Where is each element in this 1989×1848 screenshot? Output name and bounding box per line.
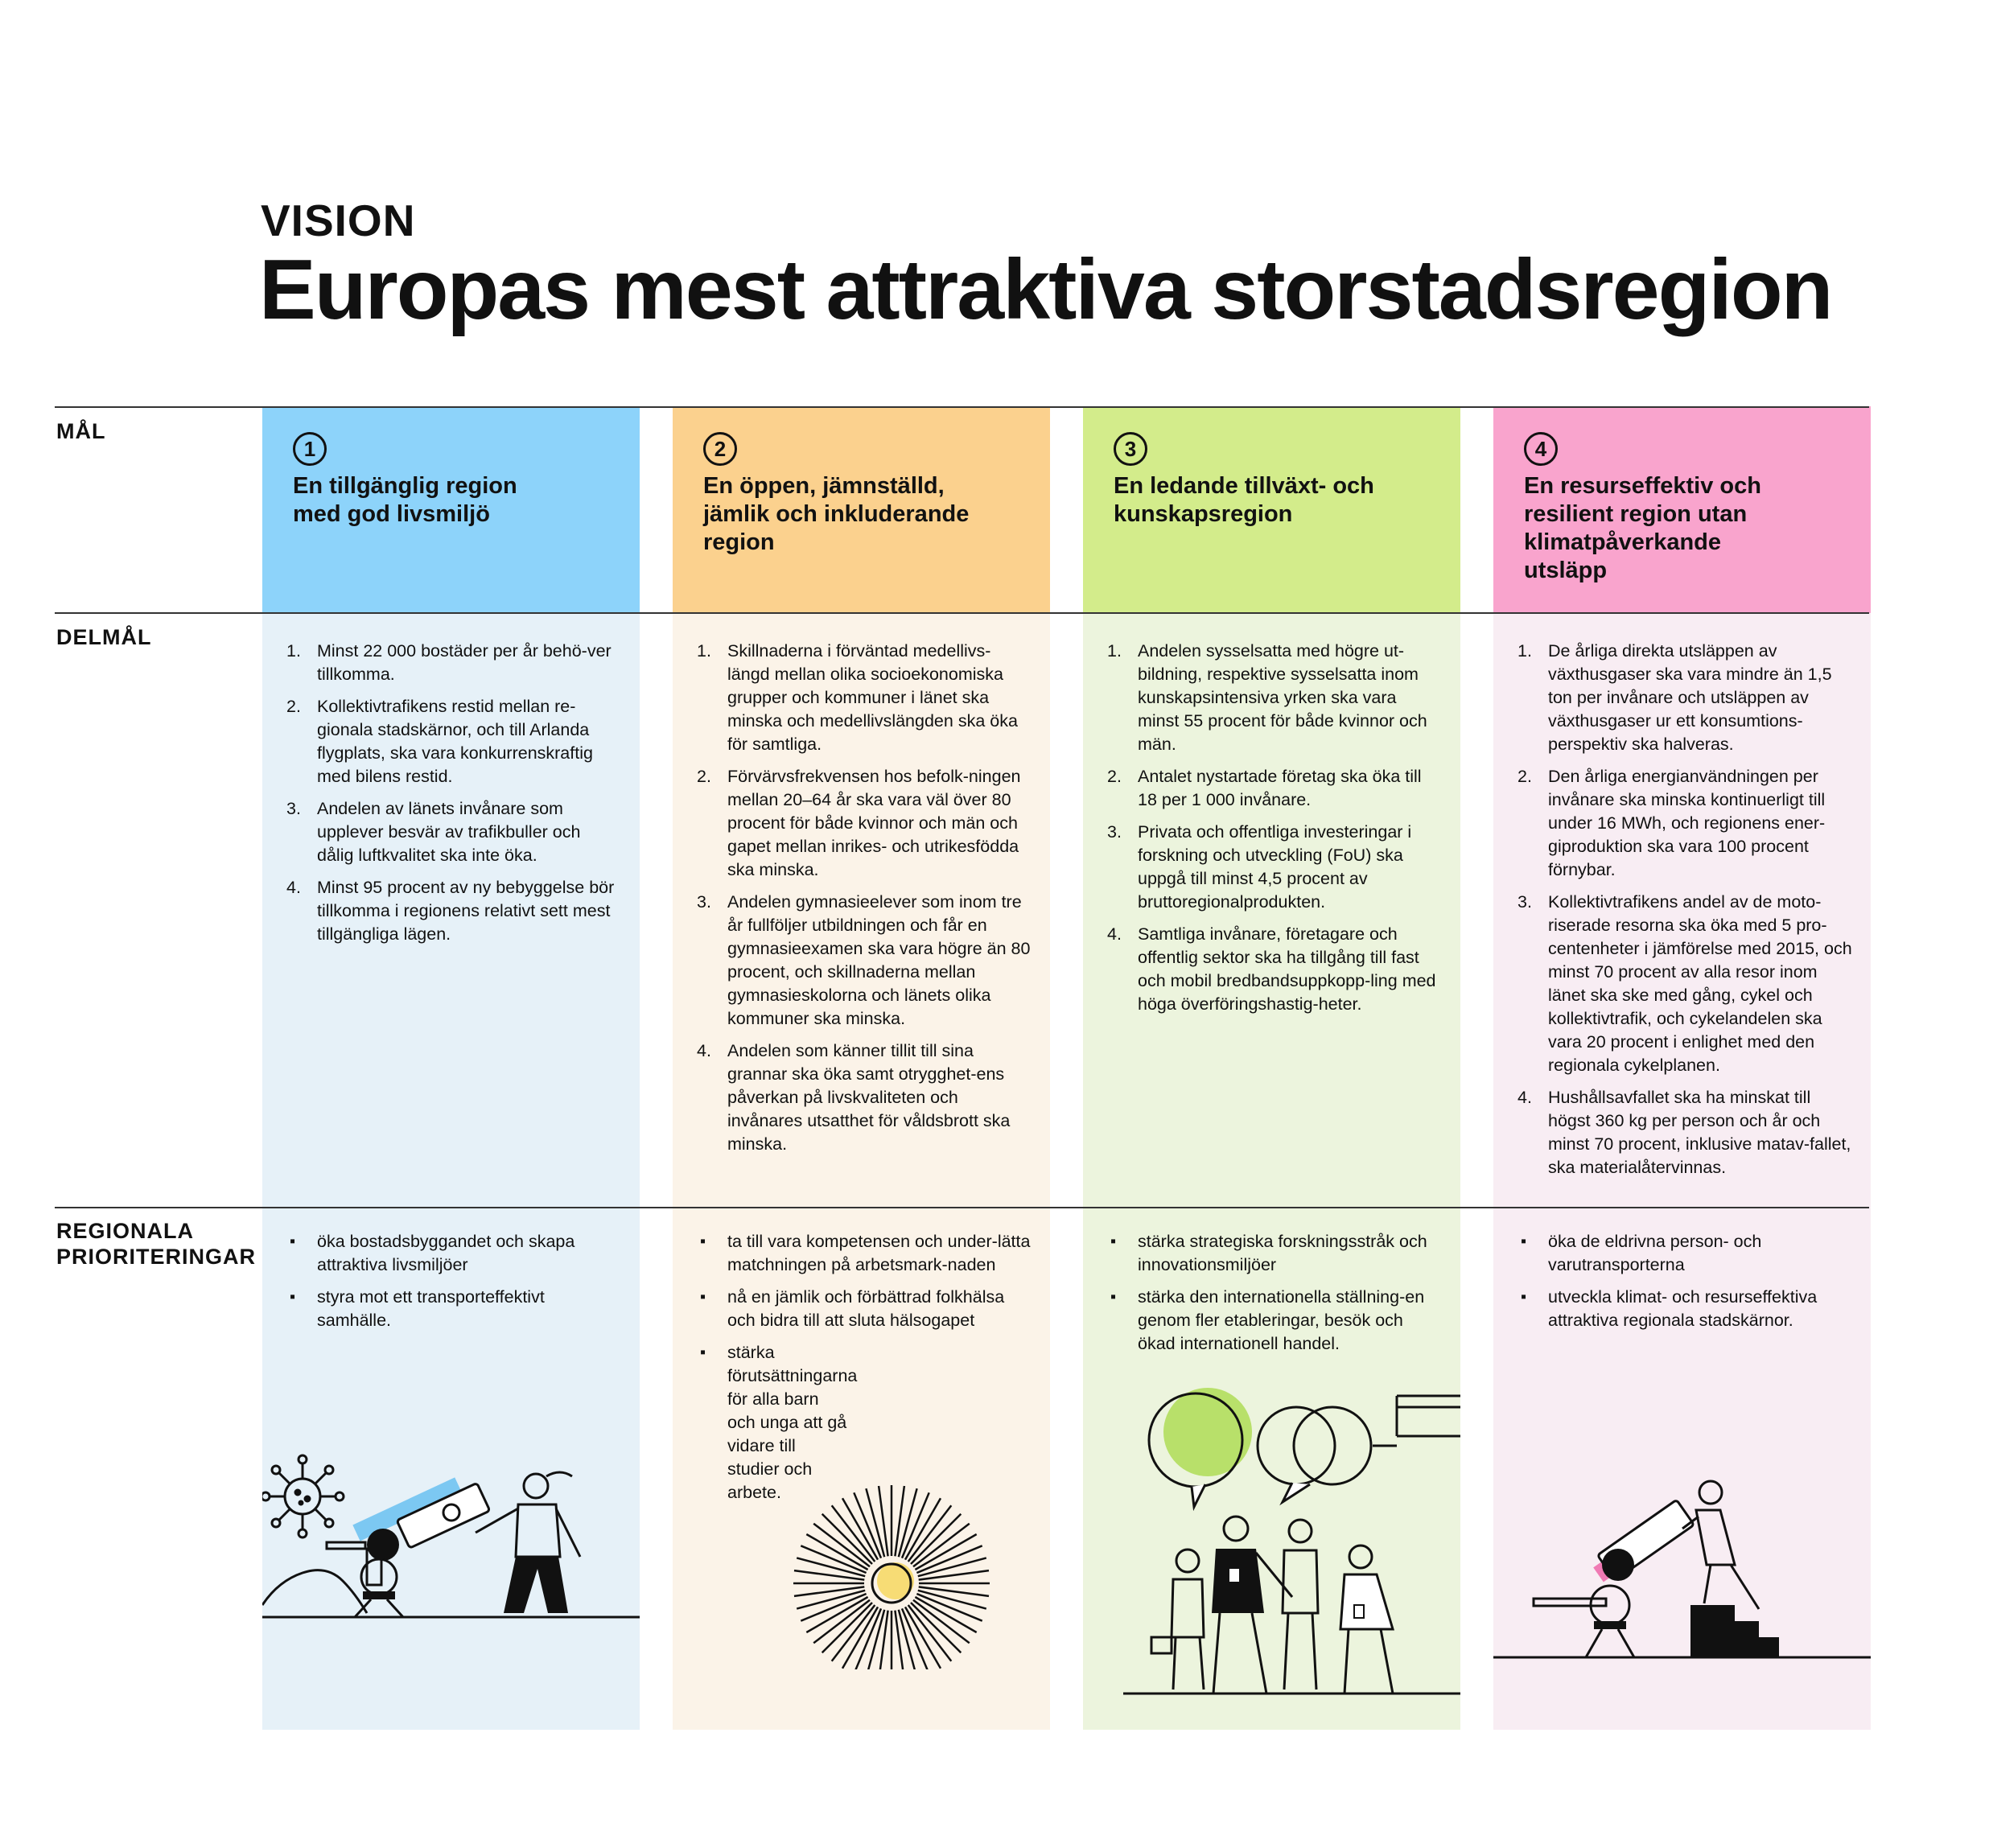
goal-number: 2 — [703, 432, 737, 466]
column-goal-1 — [262, 406, 640, 1730]
list-item: Andelen av länets invånare som upplever besvär av trafikbuller och dålig luftkvalitet ska inte öka. — [317, 799, 581, 865]
list-item: Privata och offentliga investeringar i forskning och utveckling (FoU) ska uppgå till minst 4,5 procent av bruttoregionalprodukten. — [1138, 822, 1412, 912]
sun-ray — [794, 1570, 864, 1580]
list-item: ▪ stärka strategiska forskningsstråk och innovationsmiljöer — [1138, 1230, 1442, 1277]
list-item: Antalet nystartade företag ska öka till 18 per 1 000 invånare. — [1138, 767, 1422, 809]
sun-ray — [919, 1587, 989, 1596]
list-item: Kollektivtrafikens andel av de moto-riserade resorna ska öka med 5 pro-centenheter i jämförelse med 2015, och minst 70 procent av alla resor inom länet ska ske med gång, cykel och kollektivtrafik, och cykelandelen ska vara 20 procent i enlighet med den regionala cykelplanen. — [1548, 892, 1852, 1075]
sun-ray — [911, 1514, 961, 1564]
row-label-delmal: DELMÅL — [56, 625, 152, 649]
telescope-person-virus-icon — [262, 1452, 640, 1718]
list-item: Skillnaderna i förväntad medellivs-längd mellan olika socioekonomiska grupper och kommuner i länet ska minska och medellivslängden ska öka för samtliga. — [727, 641, 1018, 754]
goal-header — [1083, 406, 1460, 613]
goal-header — [262, 406, 640, 613]
delmal-list — [673, 640, 1032, 1165]
list-item: ▪ ta till vara kompetensen och under-lätta matchningen på arbetsmark-naden — [727, 1230, 1032, 1277]
sun-ray — [822, 1514, 872, 1564]
divider — [55, 1207, 1869, 1208]
list-item: Den årliga energianvändningen per invånare ska minska kontinuerligt till under 16 MWh, och regionens ener-giproduktion ska vara 100 procent förnybar. — [1548, 767, 1826, 879]
goal-number: 3 — [1114, 432, 1147, 466]
list-item: ▪ stärka förutsättningarna för alla barn och unga att gå vidare till studier och arbete. — [727, 1341, 848, 1504]
list-item: ▪ styra mot ett transporteffektivt samhälle. — [317, 1286, 621, 1332]
priority-list — [262, 1230, 621, 1341]
goal-title: En öppen, jämnställd, jämlik och inkluderande region — [703, 473, 970, 555]
list-item: Kollektivtrafikens restid mellan re-gionala stadskärnor, och till Arlanda flygplats, ska vara konkurrenskraftig med bilens restid. — [317, 697, 593, 786]
list-item: De årliga direkta utsläppen av växthusgaser ska vara mindre än 1,5 ton per invånare och utsläppen av växthusgaser ur ett konsumtions-perspektiv ska halveras. — [1548, 641, 1832, 754]
list-item: ▪ utveckla klimat- och resurseffektiva attraktiva regionala stadskärnor. — [1548, 1286, 1852, 1332]
list-item: Samtliga invånare, företagare och offentlig sektor ska ha tillgång till fast och mobil bredbandsuppkopp-ling med höga överföringshastig-heter. — [1138, 924, 1436, 1014]
goal-number: 1 — [293, 432, 327, 466]
list-item: Förvärvsfrekvensen hos befolk-ningen mellan 20–64 år ska vara väl över 80 procent för både kvinnor och män och gapet mellan inrikes- och utrikesfödda ska minska. — [727, 767, 1021, 879]
delmal-list — [1493, 640, 1852, 1188]
priority-list — [1083, 1230, 1442, 1364]
list-item: ▪ öka de eldrivna person- och varutransporterna — [1548, 1230, 1852, 1277]
divider — [55, 612, 1869, 614]
list-item: Minst 95 procent av ny bebyggelse bör tillkomma i regionens relativt sett mest tillgängliga lägen. — [317, 878, 615, 944]
list-item: Andelen sysselsatta med högre ut-bildning, respektive sysselsatta inom kunskapsintensiva yrken ska vara minst 55 procent för både kvinnor och män. — [1138, 641, 1427, 754]
row-label-prioriteringar: REGIONALA PRIORITERINGAR — [56, 1219, 257, 1269]
list-item: Minst 22 000 bostäder per år behö-ver tillkomma. — [317, 641, 612, 684]
list-item: ▪ stärka den internationella ställning-en genom fler etableringar, besök och ökad internationell handel. — [1138, 1286, 1442, 1356]
sun-ray — [911, 1603, 961, 1652]
goal-number: 4 — [1524, 432, 1558, 466]
goal-title: En tillgänglig region med god livsmiljö — [293, 473, 517, 527]
sun-ray — [879, 1486, 888, 1556]
sun-ray — [919, 1570, 989, 1580]
sun-ray — [794, 1587, 864, 1596]
column-goal-2 — [673, 406, 1050, 1730]
goal-header — [1493, 406, 1871, 613]
telescope-person-stairs-icon — [1493, 1468, 1871, 1734]
priority-list — [673, 1230, 1032, 1513]
people-speech-bubbles-icon — [1083, 1372, 1460, 1718]
sun-ray — [895, 1486, 904, 1556]
sun-ray — [822, 1603, 872, 1652]
goal-title: En resurseffektiv och resilient region utan klimatpåverkande utsläpp — [1524, 473, 1761, 583]
delmal-list — [262, 640, 621, 955]
list-item: ▪ öka bostadsbyggandet och skapa attraktiva livsmiljöer — [317, 1230, 621, 1277]
page-title: Europas mest attraktiva storstadsregion — [259, 242, 1832, 337]
list-item: Hushållsavfallet ska ha minskat till högst 360 kg per person och år och minst 70 procent, inklusive matav-fallet, ska materialåtervinnas. — [1548, 1088, 1851, 1177]
divider — [55, 406, 1869, 408]
priority-list — [1493, 1230, 1852, 1341]
column-goal-4 — [1493, 406, 1871, 1730]
sun-ray — [895, 1611, 904, 1669]
goal-header — [673, 406, 1050, 613]
sun-icon — [673, 1476, 1050, 1669]
list-item: Andelen gymnasieelever som inom tre år fullföljer utbildningen och får en gymnasieexamen ska vara högre än 80 procent, och skillnaderna mellan gymnasieskolorna och länets olika kommuner ska minska. — [727, 892, 1031, 1028]
row-label-mal: MÅL — [56, 419, 106, 443]
sun-ray — [879, 1611, 888, 1669]
vision-label: VISION — [261, 196, 416, 245]
column-goal-3 — [1083, 406, 1460, 1730]
list-item: Andelen som känner tillit till sina grannar ska öka samt otrygghet-ens påverkan på livskvaliteten och invånares utsatthet för våldsbrott ska minska. — [727, 1041, 1011, 1154]
delmal-list — [1083, 640, 1442, 1025]
goal-title: En ledande tillväxt- och kunskapsregion — [1114, 473, 1374, 527]
list-item: ▪ nå en jämlik och förbättrad folkhälsa och bidra till att sluta hälsogapet — [727, 1286, 1032, 1332]
